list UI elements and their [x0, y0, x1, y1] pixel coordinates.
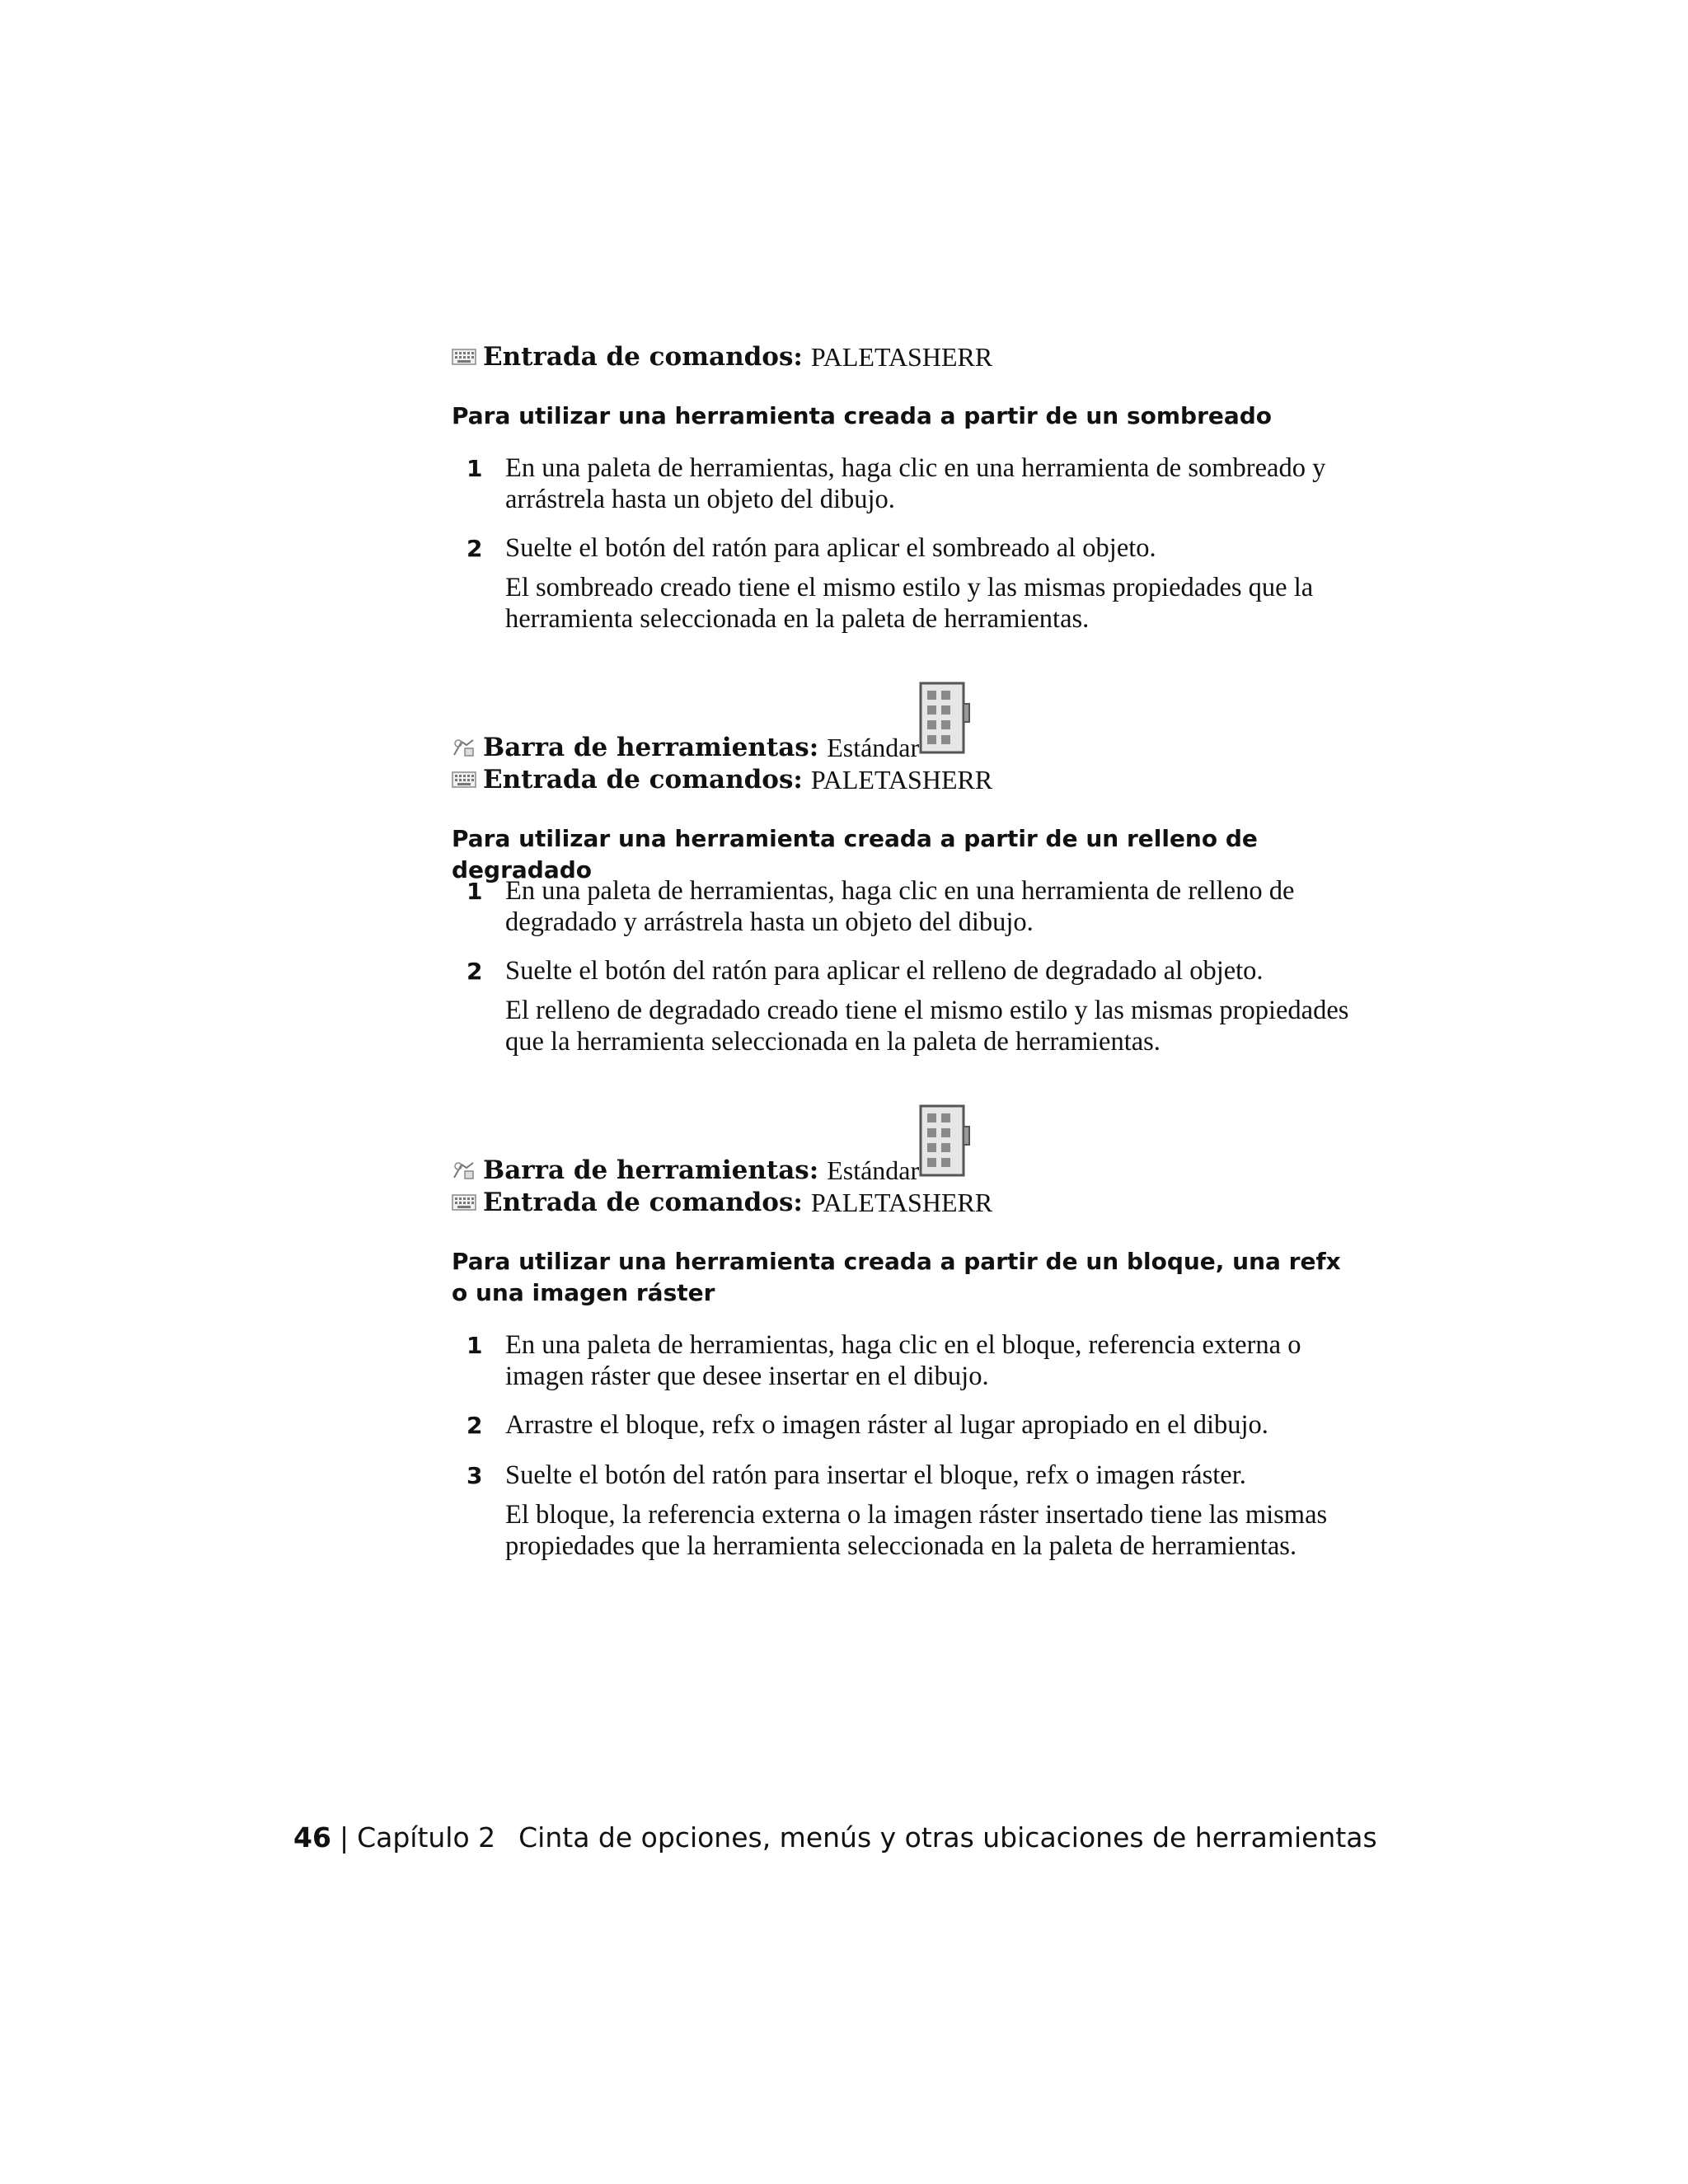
- toolbar-icon: [452, 737, 476, 758]
- step-text: Suelte el botón del ratón para insertar el bloque, refx o imagen ráster.: [505, 1460, 1246, 1490]
- step-text: Suelte el botón del ratón para aplicar el sombreado al objeto.: [505, 533, 1156, 563]
- step-number: 1: [467, 455, 483, 482]
- step-number: 2: [467, 1412, 483, 1439]
- command-entry-label: Entrada de comandos:: [483, 1188, 803, 1217]
- chapter-title: Cinta de opciones, menús y otras ubicaciones de herramientas: [518, 1821, 1377, 1854]
- step-note: El relleno de degradado creado tiene el mismo estilo y las mismas propiedades que la herramienta seleccionada en la paleta de herramientas.: [505, 996, 1349, 1057]
- command-entry-value: PALETASHERR: [810, 765, 993, 794]
- step-text: Arrastre el bloque, refx o imagen ráster al lugar apropiado en el dibujo.: [505, 1410, 1268, 1440]
- step-text: En una paleta de herramientas, haga clic en el bloque, referencia externa o imagen ráster que desee insertar en el dibujo.: [505, 1330, 1301, 1391]
- command-entry-label: Entrada de comandos:: [483, 765, 803, 794]
- tool-palettes-icon: [918, 1104, 973, 1179]
- step-text: Suelte el botón del ratón para aplicar el relleno de degradado al objeto.: [505, 956, 1264, 986]
- toolbar-value: Estándar: [827, 733, 920, 762]
- step-text: En una paleta de herramientas, haga clic en una herramienta de relleno de degradado y arrástrela hasta un objeto del dibujo.: [505, 876, 1295, 937]
- toolbar-value: Estándar: [827, 1155, 920, 1185]
- step-text: En una paleta de herramientas, haga clic en una herramienta de sombreado y arrástrela hasta un objeto del dibujo.: [505, 453, 1326, 514]
- section-heading: Para utilizar una herramienta creada a partir de un sombreado: [452, 402, 1273, 429]
- toolbar-label: Barra de herramientas:: [483, 1155, 819, 1185]
- tool-palettes-icon: [918, 681, 973, 757]
- page-number: 46: [293, 1821, 331, 1854]
- command-entry-line: [452, 1186, 992, 1219]
- page-footer: [293, 1820, 1377, 1856]
- command-entry-value: PALETASHERR: [810, 1188, 993, 1217]
- chapter-label: Capítulo 2: [357, 1821, 496, 1854]
- step-note: El bloque, la referencia externa o la imagen ráster insertado tiene las mismas propiedades que la herramienta seleccionada en la paleta de herramientas.: [505, 1500, 1328, 1561]
- toolbar-line: [452, 1154, 919, 1187]
- step-number: 1: [467, 878, 483, 905]
- step-number: 1: [467, 1332, 483, 1359]
- step-number: 2: [467, 958, 483, 985]
- section-heading: Para utilizar una herramienta creada a partir de un bloque, una refx o una imagen ráster: [452, 1248, 1341, 1306]
- toolbar-line: [452, 731, 919, 764]
- toolbar-icon: [452, 1160, 476, 1181]
- command-entry-line: [452, 763, 992, 796]
- keyboard-icon: [452, 1192, 476, 1213]
- step-number: 3: [467, 1462, 483, 1489]
- keyboard-icon: [452, 769, 476, 790]
- command-entry-line: [452, 340, 992, 373]
- step-note: El sombreado creado tiene el mismo estilo y las mismas propiedades que la herramienta seleccionada en la paleta de herramientas.: [505, 573, 1314, 634]
- command-entry-value: PALETASHERR: [810, 342, 993, 372]
- footer-separator: |: [339, 1821, 349, 1854]
- command-entry-label: Entrada de comandos:: [483, 342, 803, 372]
- keyboard-icon: [452, 346, 476, 368]
- toolbar-label: Barra de herramientas:: [483, 733, 819, 762]
- section-heading: Para utilizar una herramienta creada a partir de un relleno de degradado: [452, 825, 1258, 883]
- step-number: 2: [467, 535, 483, 562]
